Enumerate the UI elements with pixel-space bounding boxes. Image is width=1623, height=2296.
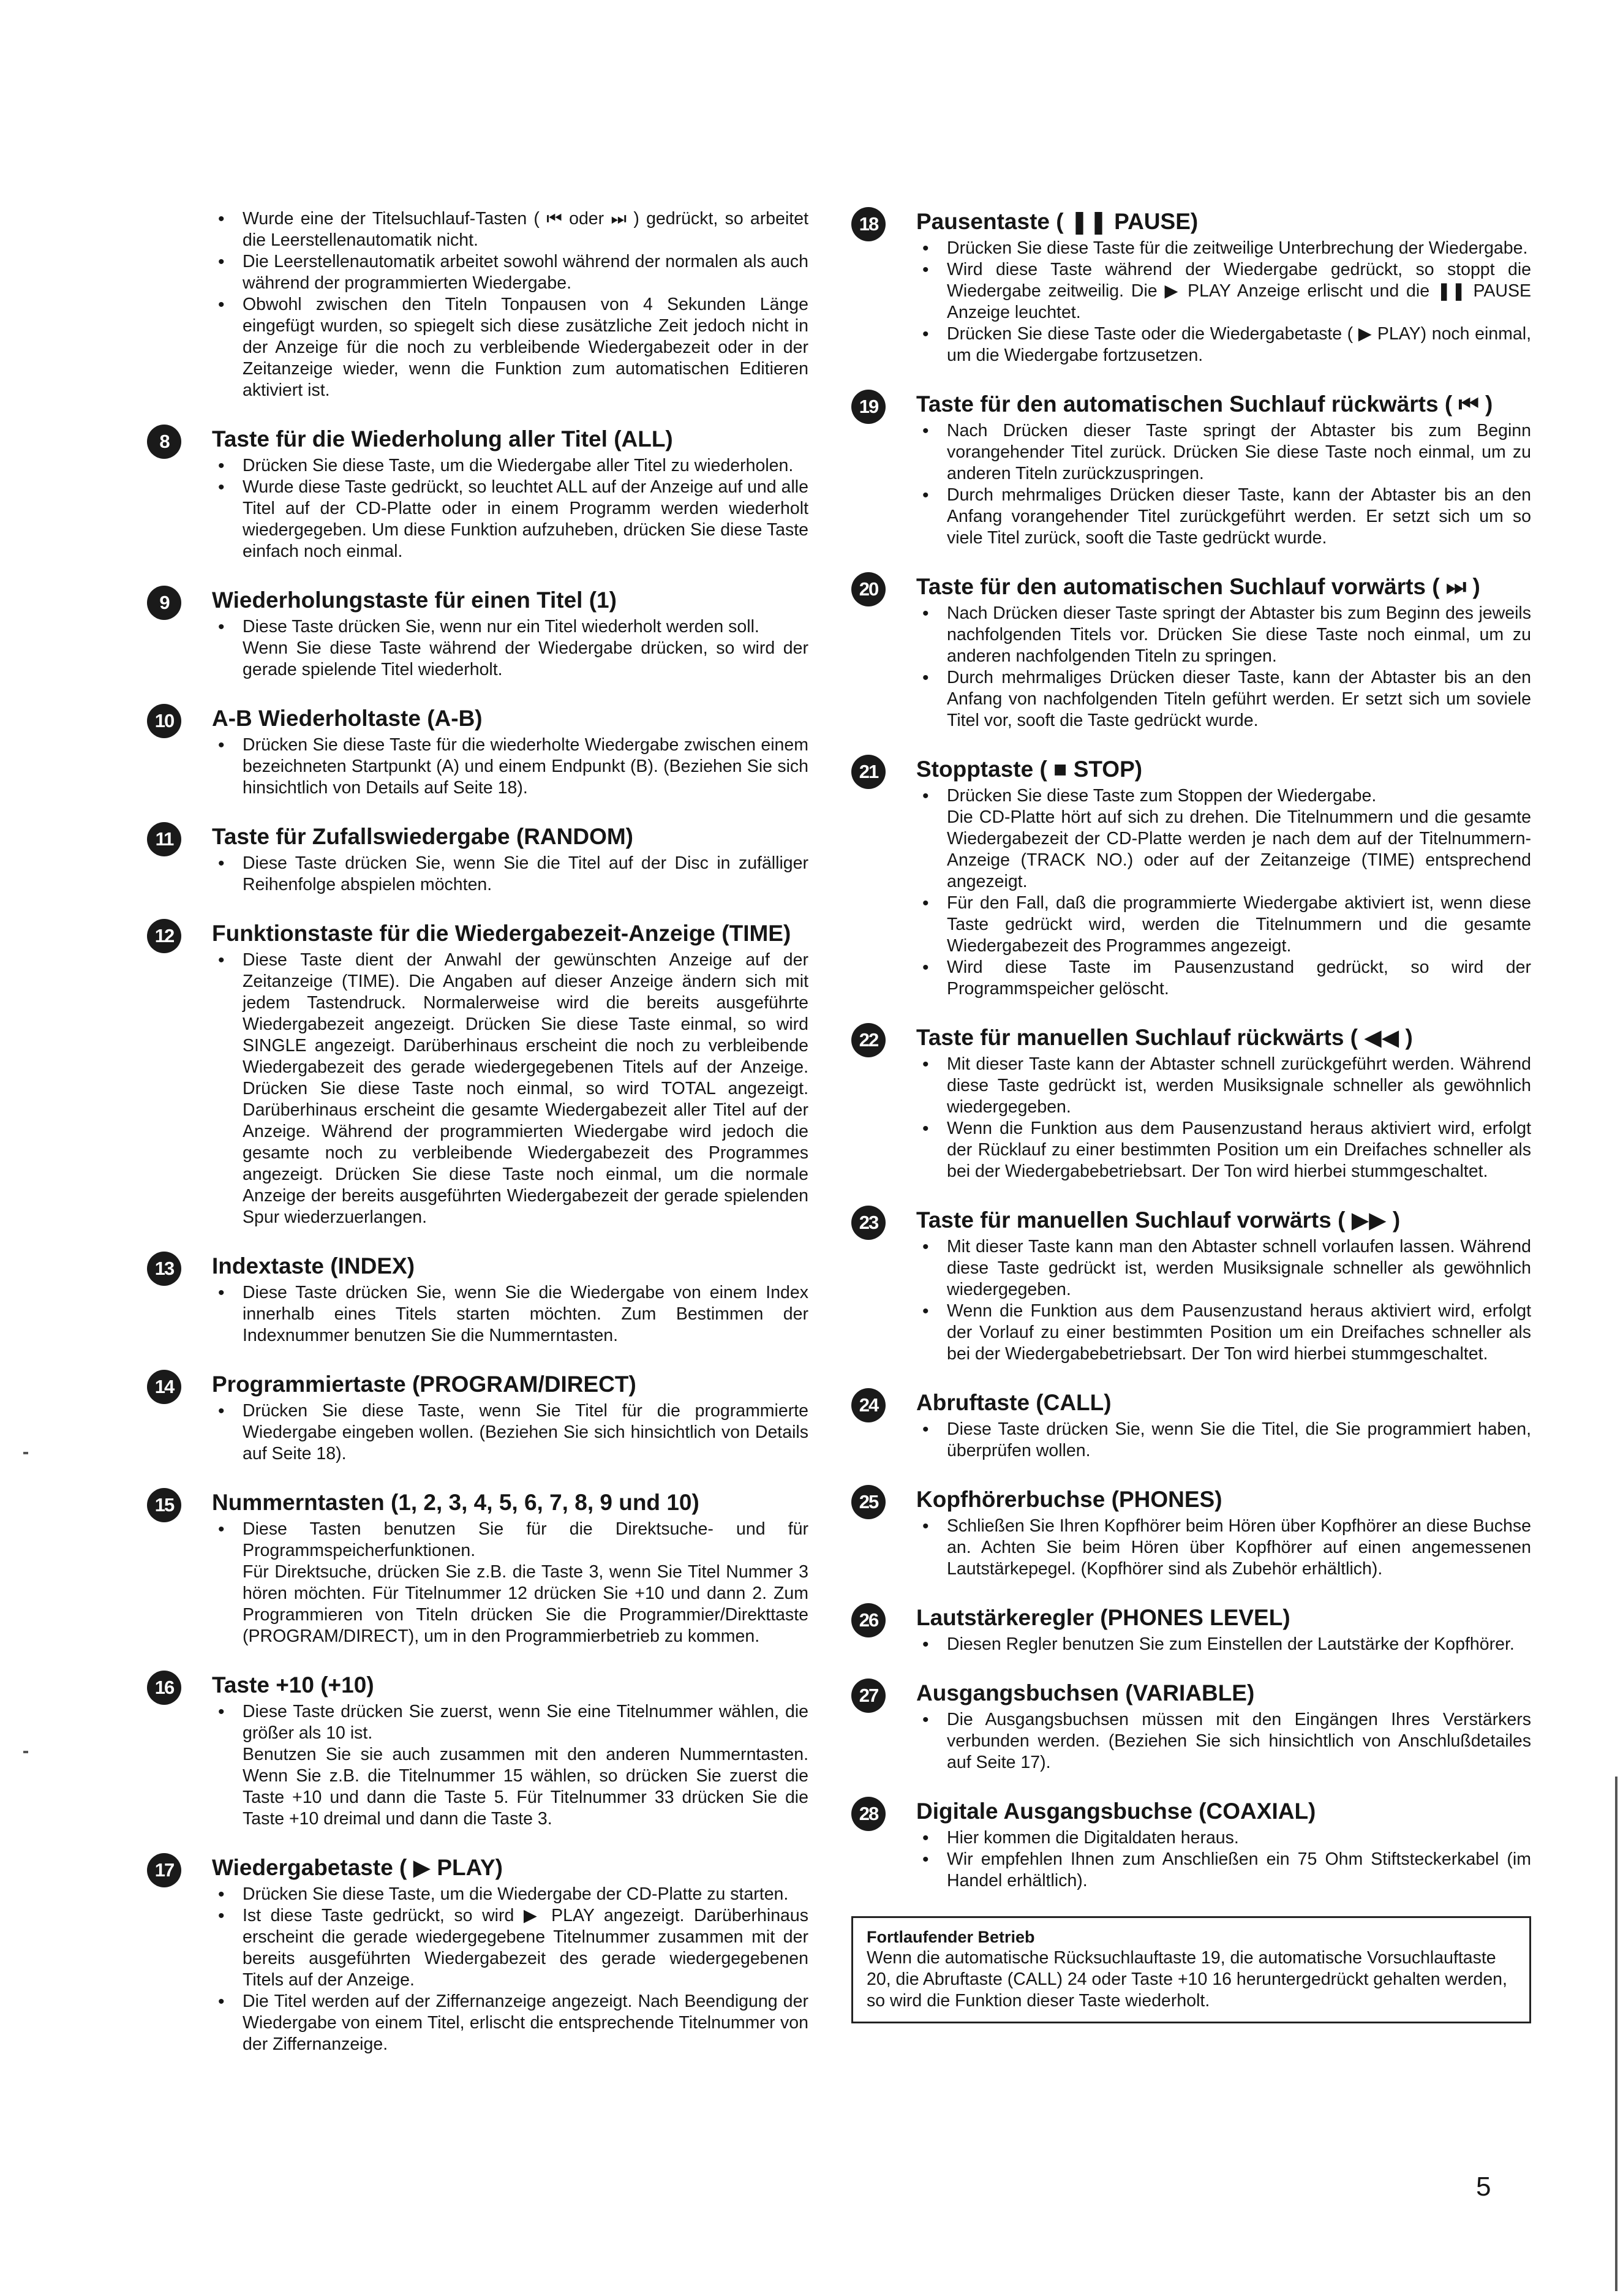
- continuation-text: Die CD-Platte hört auf sich zu drehen. Die Titelnummern und die gesamte Wiedergabezeit der CD-Platte werden je nach dem auf der Titelnummern-Anzeige (TRACK NO.) oder auf der Zeitanzeige (TIME) entsprechend angezeigt.: [947, 807, 1531, 891]
- section-14: [147, 1371, 808, 1465]
- section-heading: A-B Wiederholtaste (A-B): [212, 706, 483, 731]
- bullet-list: [916, 1634, 1531, 1655]
- bullet-list: [916, 420, 1531, 549]
- note-text: Wenn die automatische Rücksuchlauftaste 19, die automatische Vorsuchlauftaste 20, die Abruftaste (CALL) 24 oder Taste +10 16 heruntergedrückt gehalten werden, so wird die Funktion dieser Taste wiederholt.: [867, 1948, 1507, 2011]
- section-11: [147, 823, 808, 896]
- item-number-badge: 15: [147, 1488, 181, 1522]
- continuous-operation-note: [851, 1916, 1531, 2023]
- section-heading: Taste für die Wiederholung aller Titel (ALL): [212, 426, 673, 451]
- item-number-badge: 25: [851, 1485, 886, 1519]
- bullet-list: [212, 1400, 808, 1465]
- bullet-list: [916, 785, 1531, 807]
- section-21: [851, 756, 1531, 1000]
- item-number-badge: 27: [851, 1679, 886, 1713]
- bullet-item: • Nach Drücken dieser Taste springt der Abtaster bis zum Beginn des jeweils nachfolgenden Titels vor. Drücken Sie diese Taste noch einmal, um zu anderen nachfolgenden Titeln zu springen.: [916, 603, 1531, 667]
- scan-edge-mark: [1615, 1777, 1617, 2291]
- bullet-item: • Drücken Sie diese Taste für die wiederholte Wiedergabe zwischen einem bezeichneten Startpunkt (A) und einem Endpunkt (B). (Beziehen Sie sich hinsichtlich von Details auf Seite 18).: [212, 734, 808, 799]
- item-number-badge: 23: [851, 1206, 886, 1240]
- bullet-list: [916, 1236, 1531, 1365]
- right-sections: [851, 208, 1531, 1892]
- section-15: [147, 1489, 808, 1647]
- bullet-item: • Drücken Sie diese Taste, wenn Sie Titel für die programmierte Wiedergabe eingeben wollen. (Beziehen Sie sich hinsichtlich von Details auf Seite 18).: [212, 1400, 808, 1465]
- continuation-text: Wenn Sie diese Taste während der Wiedergabe drücken, so wird der gerade spielende Titel wiederholt.: [243, 638, 808, 679]
- section-heading: Nummerntasten (1, 2, 3, 4, 5, 6, 7, 8, 9 und 10): [212, 1490, 699, 1515]
- bullet-item: • Diese Taste drücken Sie, wenn nur ein Titel wiederholt werden soll.: [212, 616, 808, 638]
- bullet-list: [212, 950, 808, 1228]
- section-20: [851, 573, 1531, 731]
- section-heading: Taste für Zufallswiedergabe (RANDOM): [212, 824, 634, 849]
- section-heading: Ausgangsbuchsen (VARIABLE): [916, 1680, 1255, 1705]
- bullet-item: • Nach Drücken dieser Taste springt der Abtaster bis zum Beginn vorangehender Titel zurück. Drücken Sie diese Taste noch einmal, um zu anderen Titeln zurückzuspringen.: [916, 420, 1531, 485]
- continuation-text: Für Direktsuche, drücken Sie z.B. die Taste 3, wenn Sie Titel Nummer 3 hören möchten. Für Titelnummer 12 drücken Sie +10 und dann 2. Zum Programmieren von Titeln drücken Sie die Programmier/Direkttaste (PROGRAM/DIRECT), um in den Programmierbetrieb zu kommen.: [243, 1562, 808, 1646]
- item-number-badge: 19: [851, 390, 886, 424]
- section-22: [851, 1024, 1531, 1182]
- bullet-item: • Wenn die Funktion aus dem Pausenzustand heraus aktiviert wird, erfolgt der Vorlauf zu einer bestimmten Position um ein Dreifaches schneller als bei der Wiedergabebetriebsart. Der Ton wird hierbei stummgeschaltet.: [916, 1301, 1531, 1365]
- bullet-list: [212, 1519, 808, 1562]
- item-number-badge: 9: [147, 586, 181, 620]
- item-number-badge: 22: [851, 1023, 886, 1057]
- continuation-text: Benutzen Sie sie auch zusammen mit den anderen Nummerntasten. Wenn Sie z.B. die Titelnummer 15 wählen, so drücken Sie zuerst die Taste +10 und dann die Taste 5. Für Titelnummer 33 drücken Sie die Taste +10 dreimal und dann die Taste 3.: [243, 1745, 808, 1829]
- section-23: [851, 1207, 1531, 1365]
- item-number-badge: 21: [851, 755, 886, 789]
- intro-list: [212, 208, 808, 401]
- bullet-item: • Drücken Sie diese Taste, um die Wiedergabe der CD-Platte zu starten.: [212, 1884, 808, 1905]
- bullet-list: [916, 1419, 1531, 1462]
- section-25: [851, 1486, 1531, 1580]
- section-13: [147, 1253, 808, 1346]
- bullet-item: • Diese Taste drücken Sie, wenn Sie die Titel, die Sie programmiert haben, überprüfen wollen.: [916, 1419, 1531, 1462]
- bullet-item: • Durch mehrmaliges Drücken dieser Taste, kann der Abtaster bis an den Anfang vorangehender Titel zurückgeführt werden. Er setzt sich um so viele Titel zurück, sooft die Taste gedrückt wurde.: [916, 485, 1531, 549]
- item-number-badge: 28: [851, 1797, 886, 1831]
- item-number-badge: 11: [147, 822, 181, 856]
- item-number-badge: 14: [147, 1370, 181, 1404]
- section-heading: Taste für manuellen Suchlauf rückwärts ( ◀◀ ): [916, 1025, 1413, 1050]
- section-10: [147, 705, 808, 799]
- section-heading: Stopptaste ( ■ STOP): [916, 757, 1143, 782]
- bullet-item: • Wird diese Taste im Pausenzustand gedrückt, so wird der Programmspeicher gelöscht.: [916, 957, 1531, 1000]
- section-heading: Digitale Ausgangsbuchse (COAXIAL): [916, 1799, 1316, 1824]
- bullet-item: • Die Leerstellenautomatik arbeitet sowohl während der normalen als auch während der programmierten Wiedergabe.: [212, 251, 808, 294]
- section-28: [851, 1798, 1531, 1892]
- bullet-list: [916, 1709, 1531, 1773]
- item-number-badge: 24: [851, 1388, 886, 1422]
- section-heading: Taste für manuellen Suchlauf vorwärts ( ▶▶ ): [916, 1207, 1401, 1233]
- bullet-item: • Wenn die Funktion aus dem Pausenzustand heraus aktiviert wird, erfolgt der Rücklauf zu einer bestimmten Position um ein Dreifaches schneller als bei der Wiedergabebetriebsart. Der Ton wird hierbei stummgeschaltet.: [916, 1118, 1531, 1182]
- bullet-item: • Diese Taste dient der Anwahl der gewünschten Anzeige auf der Zeitanzeige (TIME). Die Angaben auf dieser Anzeige ändern sich mit jedem Tastendruck. Normalerweise wird die bereits ausgeführte Wiedergabezeit angezeigt. Drücken Sie diese Taste einmal, so wird SINGLE angezeigt. Darüberhinaus erscheint die noch zu verbleibende Wiedergabezeit des gerade wiedergegebenen Titels auf der Anzeige. Drücken Sie diese Taste noch einmal, so wird TOTAL angezeigt. Darüberhinaus erscheint die gesamte Wiedergabezeit aller Titel auf der Anzeige. Während der programmierten Wiedergabe wird jedoch die gesamte noch zu verbleibende Wiedergabezeit des Programmes angezeigt. Drücken Sie diese Taste noch einmal, um die normale Anzeige der bereits ausgeführten Wiedergabezeit der gerade spielenden Spur wiederzuerlangen.: [212, 950, 808, 1228]
- bullet-item: • Wurde eine der Titelsuchlauf-Tasten ( ⏮ oder ⏭ ) gedrückt, so arbeitet die Leerstellenautomatik nicht.: [212, 208, 808, 251]
- item-number-badge: 16: [147, 1671, 181, 1705]
- section-27: [851, 1680, 1531, 1773]
- bullet-item: • Drücken Sie diese Taste für die zeitweilige Unterbrechung der Wiedergabe.: [916, 238, 1531, 259]
- bullet-list: [916, 603, 1531, 731]
- item-number-badge: 12: [147, 919, 181, 953]
- section-19: [851, 391, 1531, 549]
- bullet-list: [916, 1516, 1531, 1580]
- section-heading: Lautstärkeregler (PHONES LEVEL): [916, 1605, 1290, 1630]
- bullet-item: • Hier kommen die Digitaldaten heraus.: [916, 1827, 1531, 1849]
- section-9: [147, 587, 808, 681]
- section-heading: Taste +10 (+10): [212, 1672, 374, 1697]
- bullet-item: • Diese Taste drücken Sie, wenn Sie die Titel auf der Disc in zufälliger Reihenfolge abspielen möchten.: [212, 853, 808, 896]
- bullet-list: [212, 734, 808, 799]
- bullet-list: [212, 1884, 808, 2055]
- bullet-item: • Diese Tasten benutzen Sie für die Direktsuche- und für Programmspeicherfunktionen.: [212, 1519, 808, 1562]
- bullet-list: [916, 238, 1531, 366]
- section-26: [851, 1604, 1531, 1655]
- section-heading: Abruftaste (CALL): [916, 1390, 1112, 1415]
- item-number-badge: 20: [851, 572, 886, 606]
- section-heading: Kopfhörerbuchse (PHONES): [916, 1487, 1222, 1512]
- item-number-badge: 18: [851, 207, 886, 241]
- intro-notes: [147, 208, 808, 401]
- bullet-item: • Durch mehrmaliges Drücken dieser Taste, kann der Abtaster bis an den Anfang von nachfolgenden Titeln geführt werden. Er setzt sich um soviele Titel vor, sooft die Taste gedrückt wurde.: [916, 667, 1531, 731]
- bullet-list: [916, 1827, 1531, 1892]
- bullet-item: • Ist diese Taste gedrückt, so wird ▶ PLAY angezeigt. Darüberhinaus erscheint die gerade wiedergegebene Titelnummer zusammen mit der bereits ausgeführten Wiedergabezeit des gerade wiedergegebenen Titels auf der Anzeige.: [212, 1905, 808, 1991]
- bullet-item: • Obwohl zwischen den Titeln Tonpausen von 4 Sekunden Länge eingefügt wurden, so spiegelt sich diese zusätzliche Zeit jedoch nicht in der Anzeige für die noch zu verbleibende Wiedergabezeit oder in der Zeitanzeige wieder, wenn die Funktion zum automatischen Editieren aktiviert ist.: [212, 294, 808, 401]
- bullet-item: • Mit dieser Taste kann der Abtaster schnell zurückgeführt werden. Während diese Taste gedrückt ist, werden Musiksignale schneller als gewöhnlich wiedergegeben.: [916, 1054, 1531, 1118]
- bullet-list: [212, 455, 808, 562]
- section-17: [147, 1854, 808, 2055]
- bullet-item: • Diese Taste drücken Sie zuerst, wenn Sie eine Titelnummer wählen, die größer als 10 ist.: [212, 1701, 808, 1744]
- section-16: [147, 1672, 808, 1830]
- page-number: 5: [1476, 2172, 1491, 2202]
- right-column: [851, 208, 1531, 2023]
- bullet-item: • Diesen Regler benutzen Sie zum Einstellen der Lautstärke der Kopfhörer.: [916, 1634, 1531, 1655]
- section-heading: Wiedergabetaste ( ▶ PLAY): [212, 1855, 503, 1880]
- bullet-item: • Drücken Sie diese Taste oder die Wiedergabetaste ( ▶ PLAY) noch einmal, um die Wiedergabe fortzusetzen.: [916, 323, 1531, 366]
- bullet-list-continued: [916, 893, 1531, 1000]
- section-heading: Indextaste (INDEX): [212, 1253, 415, 1278]
- section-heading: Wiederholungstaste für einen Titel (1): [212, 587, 617, 613]
- bullet-item: • Schließen Sie Ihren Kopfhörer beim Hören über Kopfhörer an diese Buchse an. Achten Sie beim Hören über Kopfhörer auf einen angemessenen Lautstärkepegel. (Kopfhörer sind als Zubehör erhältlich).: [916, 1516, 1531, 1580]
- section-heading: Taste für den automatischen Suchlauf rückwärts ( ⏮ ): [916, 391, 1493, 417]
- item-number-badge: 13: [147, 1252, 181, 1286]
- bullet-list: [212, 853, 808, 896]
- section-heading: Programmiertaste (PROGRAM/DIRECT): [212, 1372, 636, 1397]
- bullet-item: • Wurde diese Taste gedrückt, so leuchtet ALL auf der Anzeige auf und alle Titel auf der CD-Platte oder in einem Programm werden wiederholt wiedergegeben. Um diese Funktion aufzuheben, drücken Sie diese Taste einfach noch einmal.: [212, 477, 808, 562]
- bullet-item: • Die Titel werden auf der Ziffernanzeige angezeigt. Nach Beendigung der Wiedergabe von einem Titel, erlischt die entsprechende Titelnummer von der Ziffernanzeige.: [212, 1991, 808, 2055]
- section-heading: Pausentaste ( ❚❚ PAUSE): [916, 209, 1199, 234]
- section-12: [147, 920, 808, 1228]
- section-24: [851, 1389, 1531, 1462]
- scan-dot: [23, 1751, 28, 1753]
- item-number-badge: 26: [851, 1603, 886, 1637]
- bullet-item: • Die Ausgangsbuchsen müssen mit den Eingängen Ihres Verstärkers verbunden werden. (Beziehen Sie sich hinsichtlich von Anschlußdetailes auf Seite 17).: [916, 1709, 1531, 1773]
- bullet-item: • Wir empfehlen Ihnen zum Anschließen ein 75 Ohm Stiftsteckerkabel (im Handel erhältlich).: [916, 1849, 1531, 1892]
- bullet-item: • Drücken Sie diese Taste zum Stoppen der Wiedergabe.: [916, 785, 1531, 807]
- item-number-badge: 10: [147, 704, 181, 738]
- note-title: Fortlaufender Betrieb: [867, 1928, 1035, 1946]
- left-sections: [147, 426, 808, 2055]
- bullet-list: [212, 1701, 808, 1744]
- bullet-list: [916, 1054, 1531, 1182]
- section-8: [147, 426, 808, 562]
- left-column: [147, 208, 808, 2080]
- bullet-list: [212, 1282, 808, 1346]
- bullet-item: • Wird diese Taste während der Wiedergabe gedrückt, so stoppt die Wiedergabe zeitweilig. Die ▶ PLAY Anzeige erlischt und die ❚❚ PAUSE Anzeige leuchtet.: [916, 259, 1531, 323]
- bullet-item: • Mit dieser Taste kann man den Abtaster schnell vorlaufen lassen. Während diese Taste gedrückt ist, werden Musiksignale schneller als gewöhnlich wiedergegeben.: [916, 1236, 1531, 1301]
- bullet-item: • Diese Taste drücken Sie, wenn Sie die Wiedergabe von einem Index innerhalb eines Titels starten möchten. Zum Bestimmen der Indexnummer benutzen Sie die Nummerntasten.: [212, 1282, 808, 1346]
- bullet-list: [212, 616, 808, 638]
- section-18: [851, 208, 1531, 366]
- item-number-badge: 17: [147, 1853, 181, 1887]
- bullet-item: • Drücken Sie diese Taste, um die Wiedergabe aller Titel zu wiederholen.: [212, 455, 808, 477]
- section-heading: Taste für den automatischen Suchlauf vorwärts ( ⏭ ): [916, 574, 1480, 599]
- scan-dot: [23, 1452, 28, 1454]
- item-number-badge: 8: [147, 425, 181, 459]
- section-heading: Funktionstaste für die Wiedergabezeit-Anzeige (TIME): [212, 921, 791, 946]
- bullet-item: • Für den Fall, daß die programmierte Wiedergabe aktiviert ist, wenn diese Taste gedrückt wird, werden die Titelnummern und die gesamte Wiedergabezeit des Programmes angezeigt.: [916, 893, 1531, 957]
